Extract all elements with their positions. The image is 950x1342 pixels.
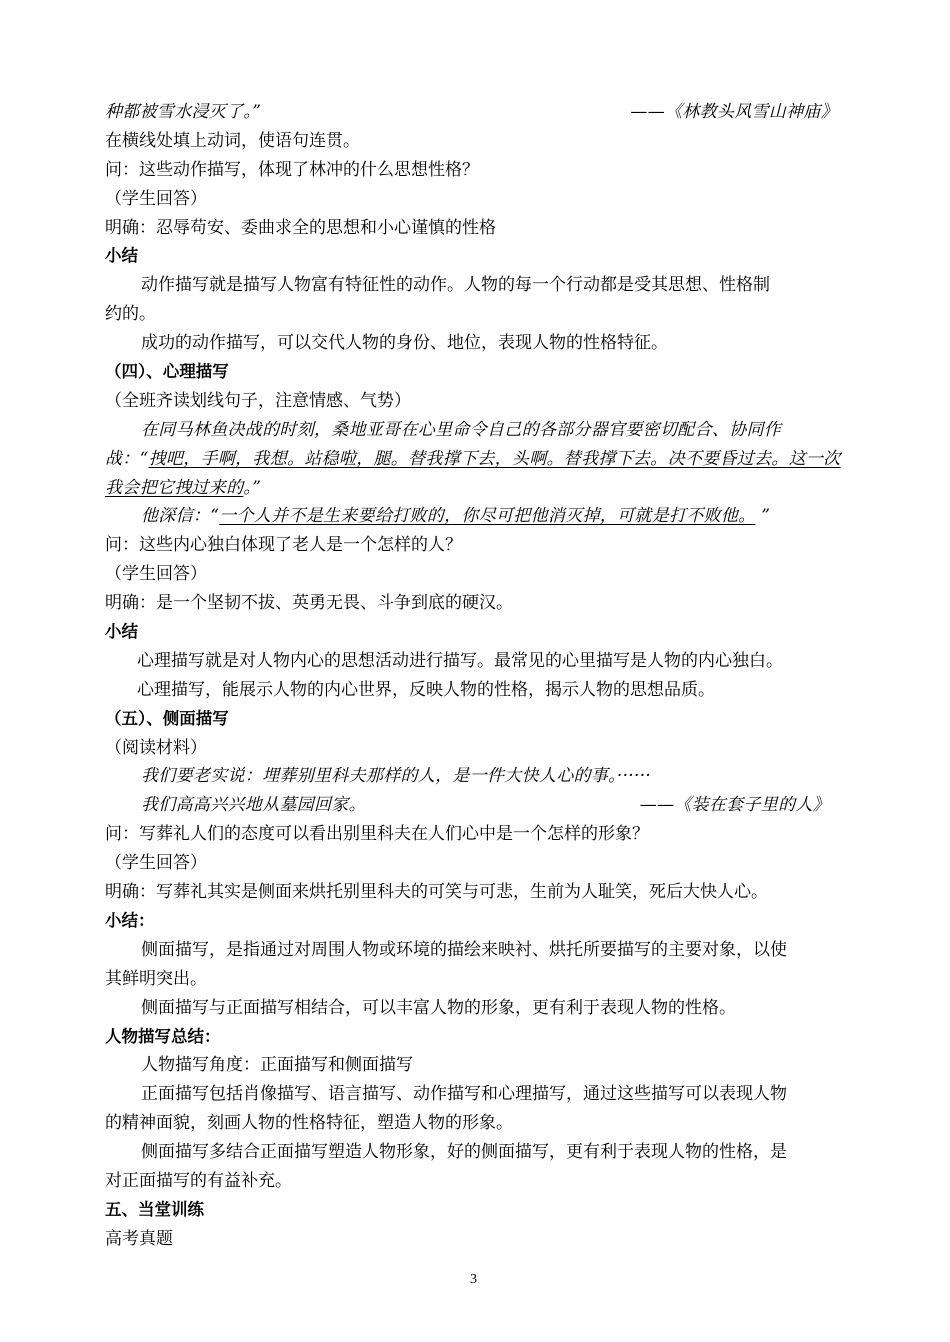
paragraph-text: 的精神面貌，刻画人物的性格特征，塑造人物的形象。 (105, 1113, 513, 1134)
section-heading-practice: 五、当堂训练 (105, 1199, 204, 1219)
reading-instruction: （全班齐读划线句子，注意情感、气势） (105, 390, 411, 411)
summary-heading: 小结 (105, 246, 138, 266)
excerpt-text: 在同马林鱼决战的时刻，桑地亚哥在心里命令自己的各部分器官要密切配合、协同作 (141, 419, 782, 440)
instruction-text: 在横线处填上动词，使语句连贯。 (105, 130, 360, 151)
excerpt-prefix: 战：“ (105, 448, 149, 469)
summary-heading: 小结： (105, 910, 155, 930)
student-answer-note: （学生回答） (105, 188, 207, 209)
answer-text: 明确：写葬礼其实是侧面来烘托别里科夫的可笑与可悲，生前为人耻笑，死后大快人心。 (105, 882, 768, 903)
underlined-sentence: 一个人并不是生来要给打败的，你尽可把他消灭掉，可就是打不败他。 (219, 506, 756, 527)
paragraph-text: 成功的动作描写，可以交代人物的身份、地位，表现人物的性格特征。 (141, 333, 668, 354)
paragraph-text: 动作描写就是描写人物富有特征性的动作。人物的每一个行动都是受其思想、性格制 (141, 275, 770, 296)
excerpt-suffix: ” (755, 506, 771, 527)
section-heading-psychology: （四）、心理描写 (105, 362, 229, 382)
quote-line (105, 791, 850, 820)
paragraph-text: 正面描写包括肖像描写、语言描写、动作描写和心理描写，通过这些描写可以表现人物 (141, 1084, 787, 1105)
excerpt-suffix: 。” (243, 477, 262, 498)
page-number: 3 (470, 1272, 477, 1287)
reading-instruction: （阅读材料） (105, 737, 207, 758)
answer-text: 明确：是一个坚韧不拔、英勇无畏、斗争到底的硬汉。 (105, 593, 513, 614)
excerpt-text: 我们要老实说：埋葬别里科夫那样的人，是一件大快人心的事。······ (141, 766, 652, 787)
answer-text: 明确：忍辱苟安、委曲求全的思想和小心谨慎的性格 (105, 217, 496, 238)
quote-source: ——《林教头风雪山神庙》 (630, 102, 838, 122)
student-answer-note: （学生回答） (105, 853, 207, 874)
character-summary-heading: 人物描写总结： (105, 1026, 221, 1046)
paragraph-text: 对正面描写的有益补充。 (105, 1170, 292, 1191)
quote-text: 种都被雪水浸灭了。” (105, 102, 262, 122)
paragraph-text: 侧面描写多结合正面描写塑造人物形象，好的侧面描写，更有利于表现人物的性格，是 (141, 1142, 787, 1163)
student-answer-note: （学生回答） (105, 564, 207, 585)
paragraph-text: 侧面描写与正面描写相结合，可以丰富人物的形象，更有利于表现人物的性格。 (141, 997, 736, 1018)
paragraph-text: 心理描写就是对人物内心的思想活动进行描写。最常见的心里描写是人物的内心独白。 (137, 650, 783, 671)
quote-source: ——《装在套子里的人》 (639, 795, 830, 816)
quote-line (105, 98, 850, 127)
quote-text: 我们高高兴兴地从墓园回家。 (141, 795, 366, 816)
paragraph-text: 约的。 (105, 304, 156, 325)
paragraph-text: 侧面描写，是指通过对周围人物或环境的描绘来映衬、烘托所要描写的主要对象，以使 (141, 939, 787, 960)
underlined-sentence: 我会把它拽过来的 (105, 477, 244, 498)
underlined-sentence: 拽吧，手啊，我想。站稳啦，腿。替我撑下去，头啊。替我撑下去。决不要昏过去。这一次 (148, 448, 841, 469)
excerpt-prefix: 他深信：“ (141, 506, 220, 527)
paragraph-text: 其鲜明突出。 (105, 968, 207, 989)
paragraph-text: 高考真题 (105, 1228, 173, 1249)
question-text: 问：这些动作描写，体现了林冲的什么思想性格？ (105, 159, 479, 180)
question-text: 问：这些内心独白体现了老人是一个怎样的人？ (105, 535, 462, 556)
paragraph-text: 人物描写角度：正面描写和侧面描写 (141, 1055, 413, 1076)
excerpt-text (105, 445, 850, 474)
paragraph-text: 心理描写，能展示人物的内心世界，反映人物的性格，揭示人物的思想品质。 (137, 679, 715, 700)
section-heading-side: （五）、侧面描写 (105, 708, 229, 728)
summary-heading: 小结 (105, 622, 138, 642)
document-body (105, 98, 850, 1254)
question-text: 问：写葬礼人们的态度可以看出别里科夫在人们心中是一个怎样的形象？ (105, 824, 649, 845)
excerpt-text (105, 502, 850, 531)
excerpt-text (105, 474, 850, 503)
